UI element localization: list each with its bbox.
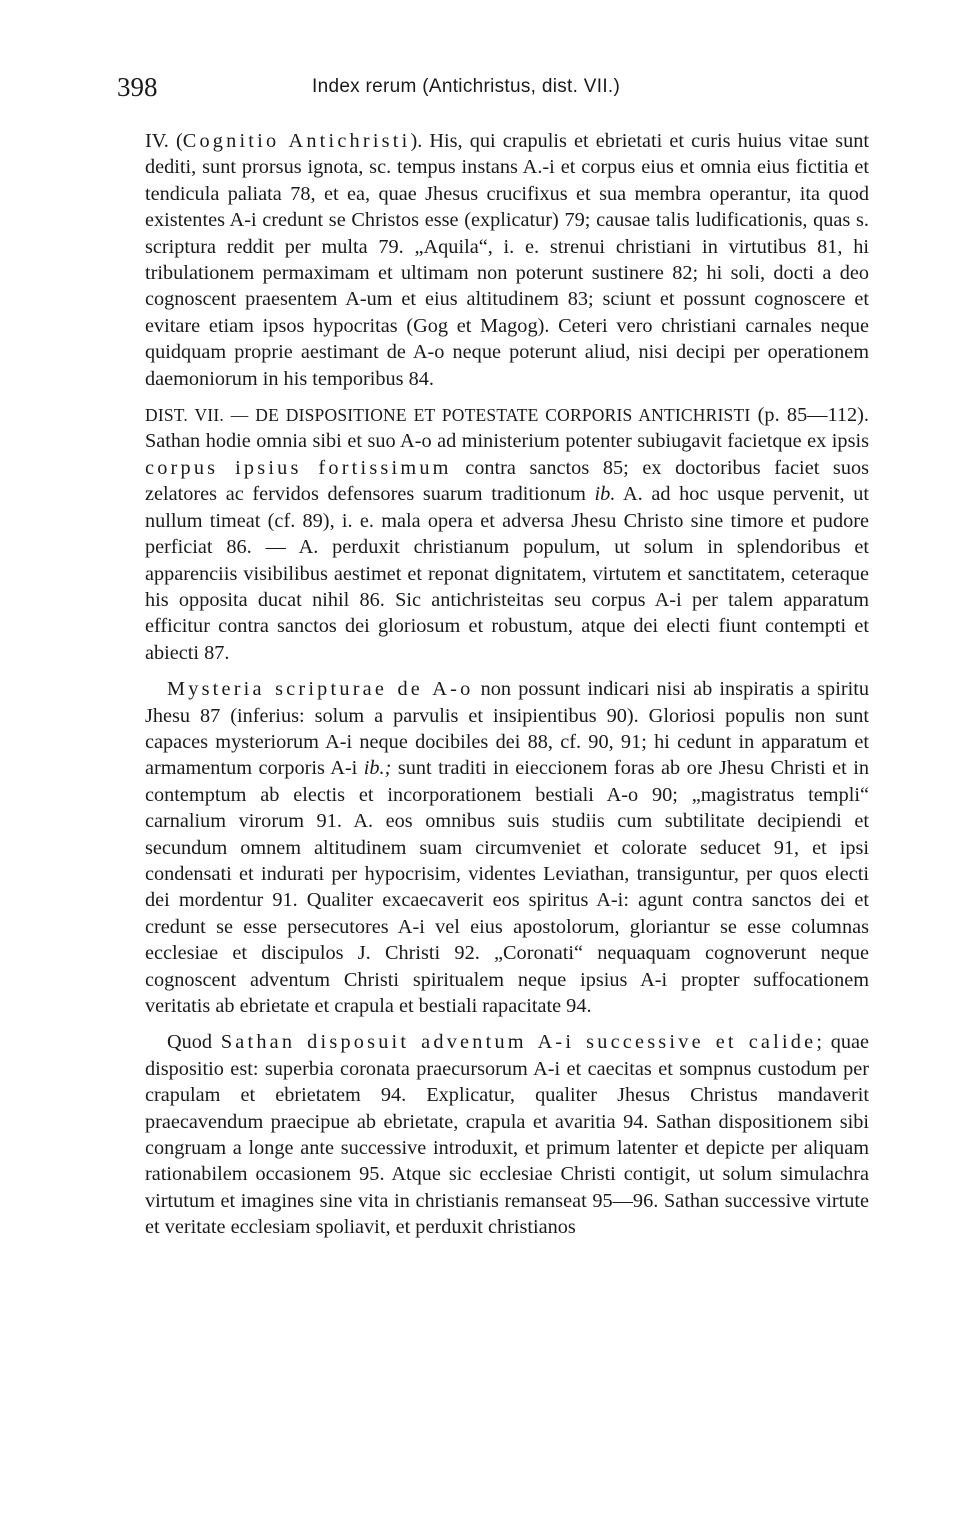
paragraph-text: contra sanctos 85; ex doctoribus faciet suos zelatores ac fervidos defensores suarum traditionum bbox=[145, 456, 869, 506]
spaced-emphasis: Mysteria scripturae de A-o bbox=[167, 678, 474, 701]
italic-ref: ib. bbox=[594, 483, 616, 506]
page-header bbox=[117, 72, 857, 112]
paragraph-mysteria bbox=[145, 676, 869, 1019]
paragraph-text: non possunt indicari nisi ab inspiratis a spiritu Jhesu 87 (inferius: solum a parvulis et insipientibus 90). Gloriosi populis non sunt capaces mysteriorum A-i neque docibiles dei 88, cf. 90, 91; hi cedunt in apparatum et armamentum corporis A-i bbox=[145, 678, 869, 780]
paragraph-dist-vii bbox=[145, 402, 869, 666]
section-heading: DIST. VII. — DE DISPOSITIONE ET POTESTATE CORPORIS ANTICHRISTI bbox=[145, 405, 751, 426]
running-head: Index rerum (Antichristus, dist. VII.) bbox=[312, 76, 621, 97]
paragraph-lead: IV. ( bbox=[145, 130, 183, 152]
paragraph-text: ). His, qui crapulis et ebrietati et curis huius vitae sunt dediti, sunt prorsus ignota, sc. tempus instans A.-i et corpus eius et omnia eius fictitia et tendicula paliata 78, et ea, quae Jhesus crucifixus et sua membra operantur, ita quod existentes A-i credunt se Christos esse (explicatur) 79; causae talis ludificationis, quas s. scriptura reddit per multa 79. „Aquila“, i. e. strenui christiani in virtutibus 81, hi tribulationem permaximam et ultimam non poterunt sustinere 82; hi soli, docti a deo cognoscent praesentem A-um et eius altitudinem 83; sciunt et possunt cognoscere et evitare etiam ipsos hypocritas (Gog et Magog). Ceteri vero christiani carnales neque quidquam proprie aestimant de A-o neque poterunt aliud, nisi decipi per operationem daemoniorum in his temporibus 84. bbox=[145, 130, 869, 390]
index-body bbox=[145, 128, 869, 1241]
spaced-emphasis: Sathan disposuit adventum A-i successive et calide bbox=[220, 1031, 817, 1054]
paragraph-text: A. ad hoc usque pervenit, ut nullum timeat (cf. 89), i. e. mala opera et adversa Jhesu Christo sine timore et pudore perficiat 86. — A. perduxit christianum populum, ut solum in splendoribus et apparenciis visibilibus aestimet et reponat dignitatem, virtutem et sanctitatem, ceteraque his opposita ducat nihil 86. Sic antichristeitas seu corpus A-i per talem apparatum efficitur contra sanctos dei gloriosum et robustum, atque dei electi fiunt contempti et abiecti 87. bbox=[145, 483, 869, 664]
spaced-title: Cognitio Antichristi bbox=[182, 130, 411, 152]
italic-ref: ib.; bbox=[363, 757, 392, 780]
paragraph-text: sunt traditi in eieccionem foras ab ore Jhesu Christi et in contemptum ab electis et incorporationem bestiali A-o 90; „magistratus templi“ carnalium virorum 91. A. eos omnibus suis studiis cum subtilitate decipiendi et secundum omnem altitudinem suam circumveniet et colorate seducet 91, et ipsi condensati et indurati per hypocrisim, videntes Leviathan, transiguntur, per quos electi dei mordentur 91. Qualiter excaecaverit eos spiritus A-i: agunt contra sanctos dei et credunt se esse persecutores A-i vel eius apostolorum, gloriantur se esse columnas ecclesiae et discipulos J. Christi 92. „Coronati“ nequaquam cognoverunt neque cognoscent adventum Christi spiritualem neque ipsius A-i propter suffocationem veritatis ab ebrietate et crapula et bestiali rapacitate 94. bbox=[145, 757, 869, 1017]
paragraph-text: (p. 85—112). Sathan hodie omnia sibi et suo A-o ad ministerium potenter subiugavit facietque ex ipsis bbox=[145, 404, 869, 453]
page-number: 398 bbox=[117, 72, 158, 102]
paragraph-lead: Quod bbox=[167, 1031, 221, 1054]
spaced-emphasis: corpus ipsius fortissimum bbox=[145, 456, 452, 479]
paragraph-sathan bbox=[145, 1029, 869, 1240]
paragraph-cognitio bbox=[145, 128, 869, 392]
paragraph-text: ; quae dispositio est: superbia coronata praecursorum A-i et caecitas et sompnus custodum per crapulam et ebrietatem 94. Explicatur, qualiter Jhesus Christus mandaverit praecavendum praecipue ab ebrietate, crapula et avaritia 94. Sathan dispositionem sibi congruam a longe ante successive introduxit, et primum latenter et depicte per aliquam rationabilem occasionem 95. Atque sic ecclesiae Christi contigit, ut solum simulachra virtutum et imagines sine vita in christianis remanseat 95—96. Sathan successive virtute et veritate ecclesiam spoliavit, et perduxit christianos bbox=[145, 1031, 869, 1239]
